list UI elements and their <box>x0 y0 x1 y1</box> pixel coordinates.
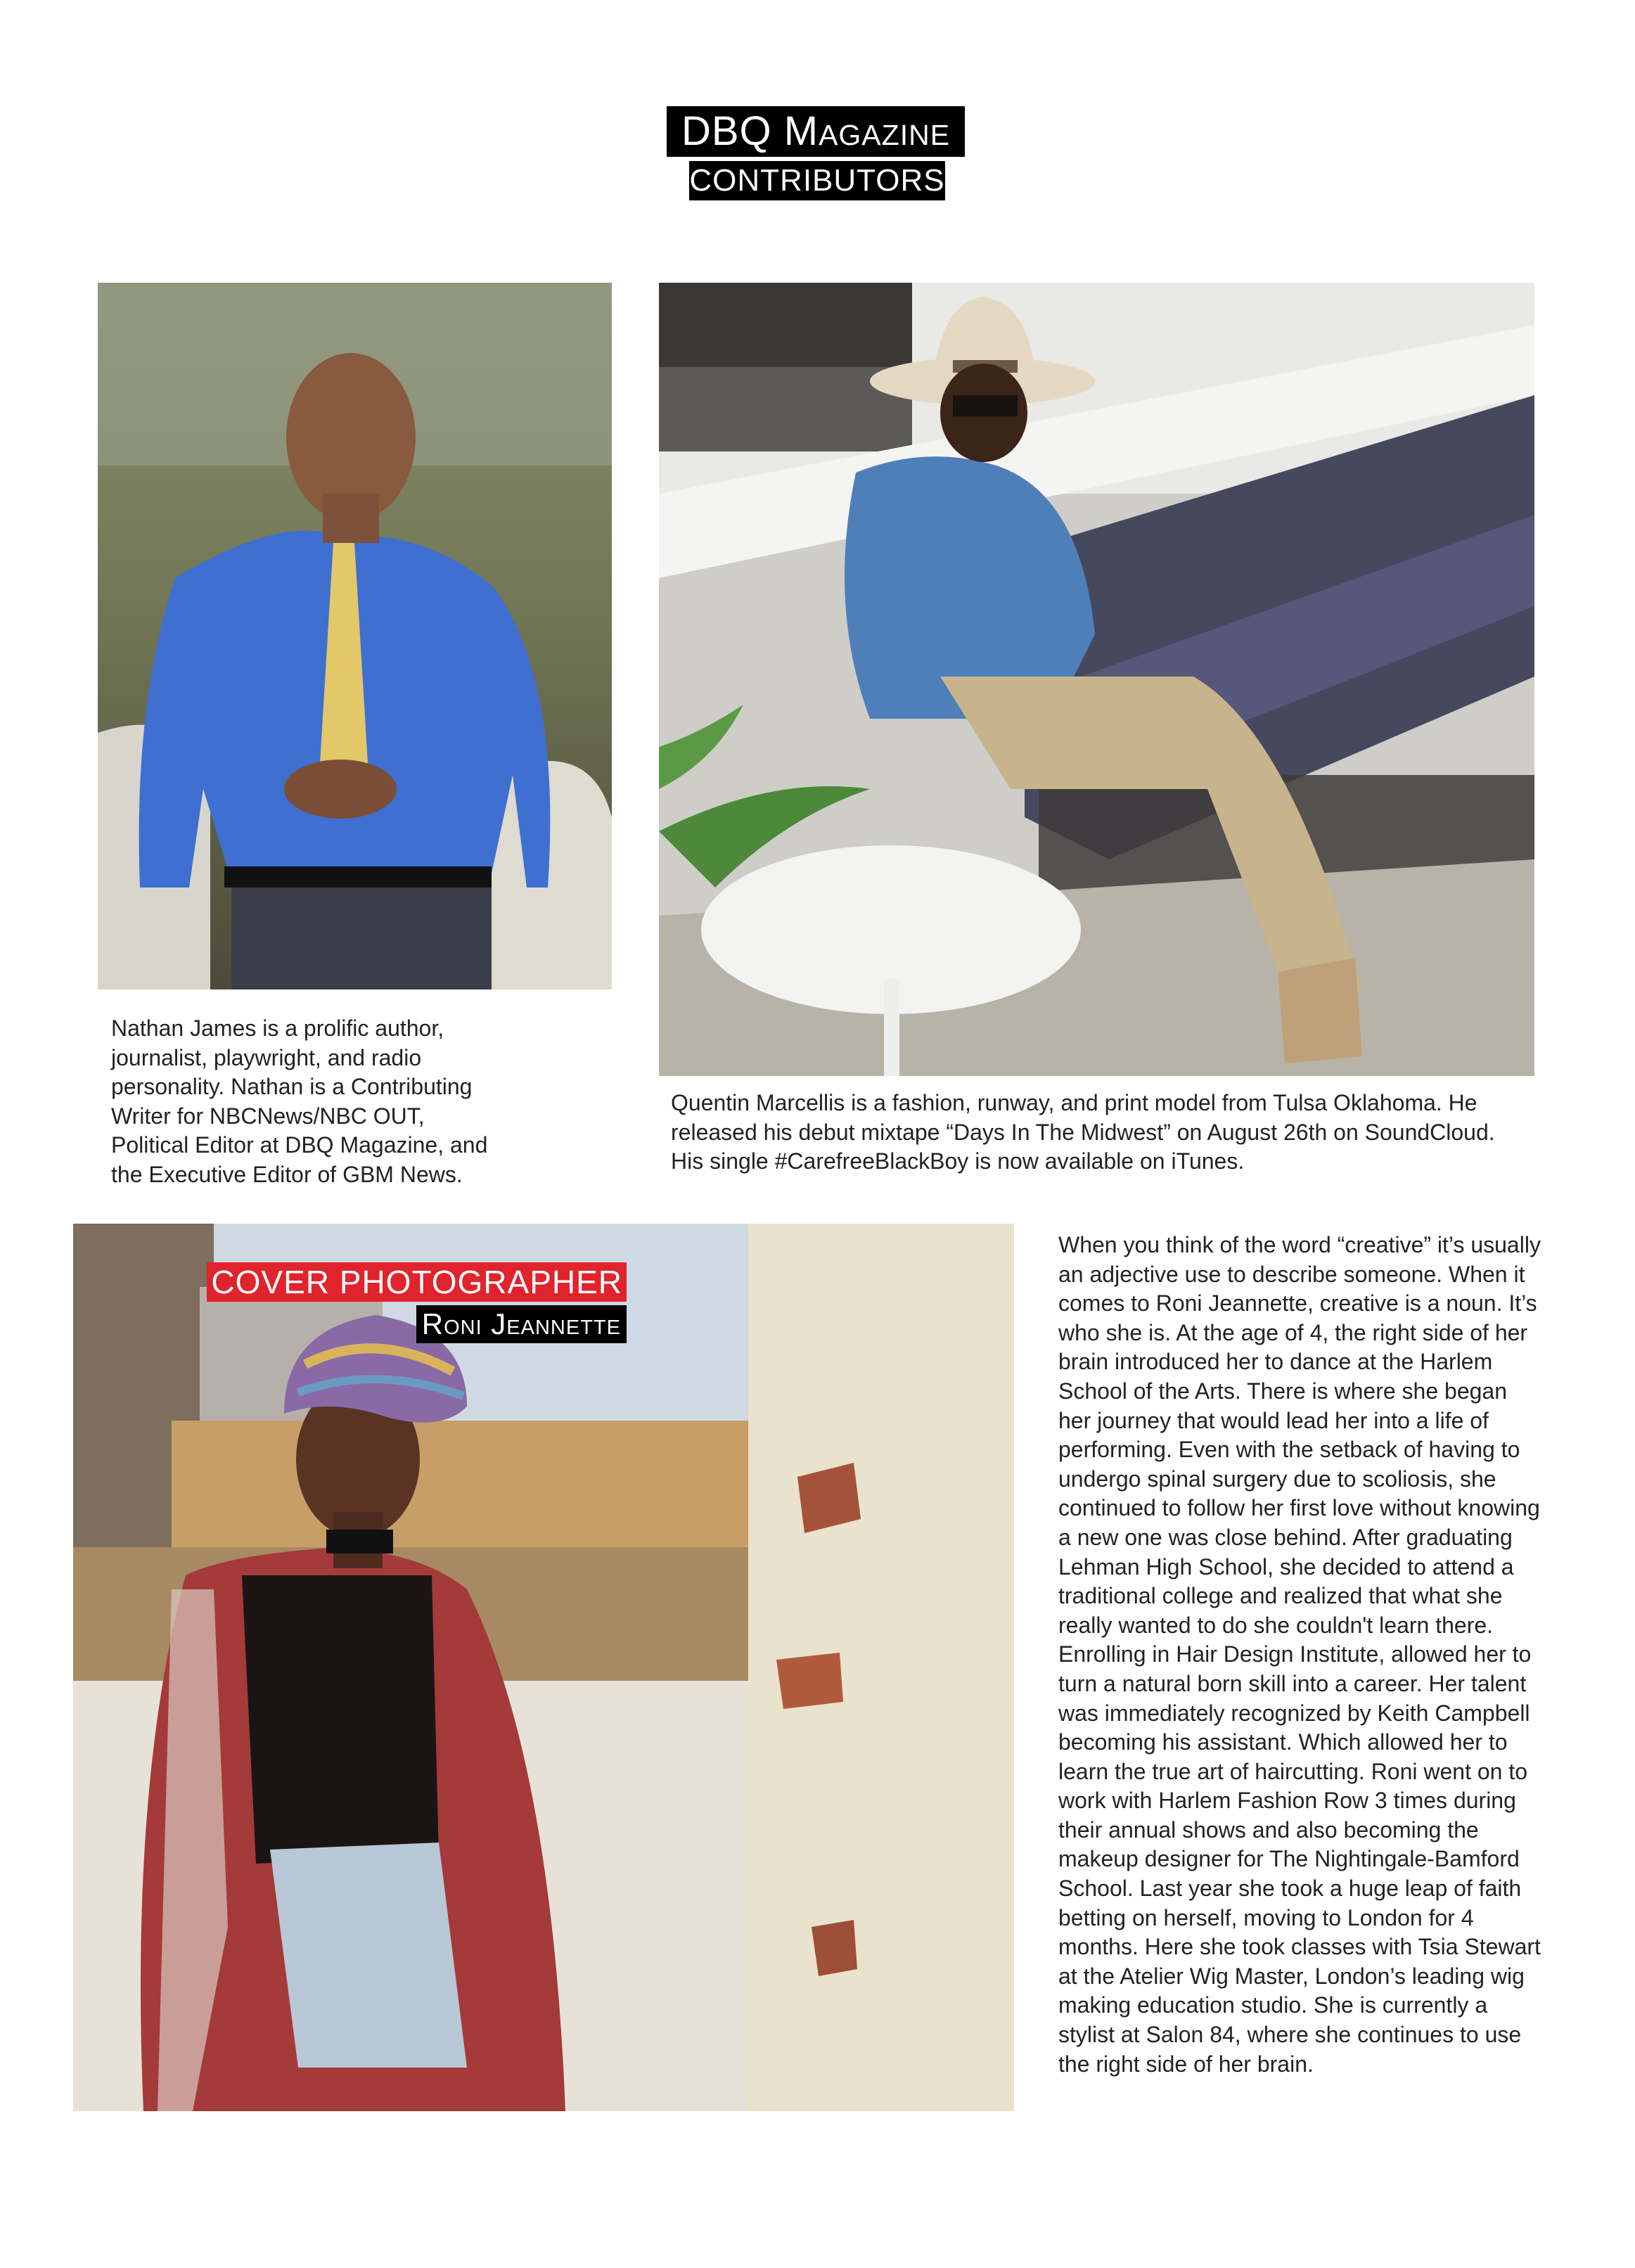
cover-photographer-name: Roni Jeannette <box>416 1305 627 1343</box>
cover-photographer-article: When you think of the word “creative” it’s usually an adjective use to describe someone. When it comes to Roni Jeannette, creative is a noun. It’s who she is. At the age of 4, the right side of her brain introduced her to dance at the Harlem School of the Arts. There is where she began her journey that would lead her into a life of performing. Even with the setback of having to undergo spinal surgery due to scoliosis, she continued to follow her first love without knowing a new one was close behind. After graduating Lehman High School, she decided to attend a traditional college and realized that what she really wanted to do she couldn't learn there. Enrolling in Hair Design Institute, allowed her to turn a natural born skill into a career. Her talent was immediately recognized by Keith Campbell becoming his assistant. Which allowed her to learn the true art of haircutting. Roni went on to work with Harlem Fashion Row 3 times during their annual shows and also becoming the makeup designer for The Nightingale-Bamford School. Last year she took a huge leap of faith betting on herself, moving to London for 4 months. Here she took classes with Tsia Stewart at the Atelier Wig Master, London’s leading wig making education studio. She is currently a stylist at Salon 84, where she continues to use the right side of her brain. <box>1058 1232 1541 2077</box>
nathan-james-bio: Nathan James is a prolific author, journalist, playwright, and radio personality. Nathan is a Contributing Writer for NBCNews/NBC OUT, Political Editor at DBQ Magazine, and the Executive Editor of GBM News. <box>111 1016 488 1187</box>
section-title: CONTRIBUTORS <box>689 161 945 200</box>
quentin-marcellis-photo <box>659 283 1534 1076</box>
roni-jeannette-photo <box>73 1224 1014 2111</box>
quentin-marcellis-bio: Quentin Marcellis is a fashion, runway, and print model from Tulsa Oklahoma. He released his debut mixtape “Days In The Midwest” on August 26th on SoundCloud. His single #CarefreeBlackBoy is now available on iTunes. <box>671 1090 1495 1174</box>
cover-photographer-label: COVER PHOTOGRAPHER <box>207 1262 627 1302</box>
nathan-james-photo <box>98 283 612 989</box>
magazine-title: DBQ Magazine <box>667 106 965 157</box>
